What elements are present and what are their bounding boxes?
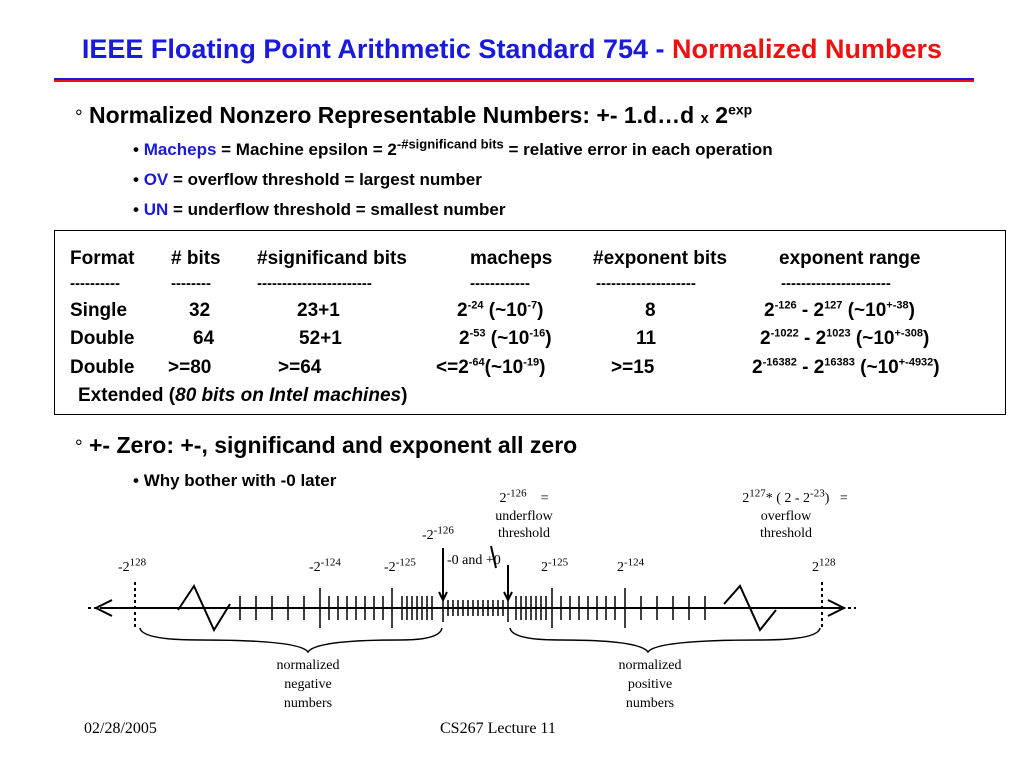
bullet-zero-text: +- Zero: +-, significand and exponent all zero <box>89 432 578 458</box>
bullet-dot-icon: • <box>133 140 144 159</box>
bullet-exp: exp <box>728 101 753 118</box>
ext-sig: >=64 <box>278 357 322 378</box>
th-format: Format <box>70 248 135 269</box>
label-neg-2-126: $-2^{-126}$ <box>422 524 454 543</box>
title-main: IEEE Floating Point Arithmetic Standard 754 - <box>81 34 672 64</box>
double-format: Double <box>70 328 135 349</box>
bullet-dot-icon: • <box>133 471 144 490</box>
overflow-label: $2^{127}*$ ( $2 - 2^{-23}$) = overflow threshold <box>742 487 848 541</box>
bullet-normalized-text: Normalized Nonzero Representable Numbers: +- 1.d…d <box>89 102 701 128</box>
sub-bullet-negzero: • Why bother with -0 later <box>133 471 337 490</box>
th-significand: #significand bits <box>257 248 407 269</box>
ext-format: Double <box>70 357 135 378</box>
th-exponent-bits: #exponent bits <box>593 248 728 269</box>
single-exp: 8 <box>645 300 656 321</box>
label-neg-2-125: $-2^{-125}$ <box>384 556 416 575</box>
bullet-two: 2 <box>708 102 729 128</box>
un-text: = underflow threshold = smallest number <box>168 200 506 219</box>
label-pos-2-125: $2^{-125}$ <box>541 556 569 575</box>
dash-bits: -------- <box>171 275 211 292</box>
ext-note: Extended (80 bits on Intel machines) <box>78 385 408 406</box>
double-bits: 64 <box>193 328 215 349</box>
pos-brace <box>510 628 820 652</box>
label-neg-2-124: $-2^{-124}$ <box>309 556 341 575</box>
double-macheps: $2^{-53}$ $(\sim 10^{-16})$ <box>459 327 552 349</box>
single-range: $2^{-126} - 2^{127}$ $(\sim 10^{+-38})$ <box>764 299 915 321</box>
ext-bits: >=80 <box>168 357 212 378</box>
dash-format: ---------- <box>70 275 120 292</box>
single-sig: 23+1 <box>297 300 340 321</box>
macheps-text: = Machine epsilon = 2 <box>216 140 397 159</box>
ov-term: OV <box>143 170 169 189</box>
macheps-term: Macheps <box>143 140 217 159</box>
dash-exponent-bits: -------------------- <box>596 275 696 292</box>
ext-range: $2^{-16382} - 2^{16383}$ $(\sim 10^{+-4932})$ <box>752 356 940 378</box>
dash-macheps: ------------ <box>470 275 530 292</box>
dash-exponent-range: ---------------------- <box>781 275 891 292</box>
macheps-tail: = relative error in each operation <box>503 140 773 159</box>
single-macheps: $2^{-24}$ $(\sim 10^{-7})$ <box>457 299 544 321</box>
times-sign: x <box>700 110 709 127</box>
dash-significand: ----------------------- <box>257 275 372 292</box>
th-exponent-range: exponent range <box>779 248 921 269</box>
single-format: Single <box>70 300 128 321</box>
label-pos-2-128: $2^{128}$ <box>812 556 836 575</box>
label-neg-2-128: $-2^{128}$ <box>118 556 147 575</box>
title-highlight: Normalized Numbers <box>672 34 943 64</box>
double-sig: 52+1 <box>299 328 342 349</box>
ext-macheps: $<=2^{-64}(\sim 10^{-19})$ <box>436 356 546 378</box>
label-zero: -0 and +0 <box>447 553 501 568</box>
th-bits: # bits <box>171 248 221 269</box>
ext-exp: >=15 <box>611 357 655 378</box>
double-range: $2^{-1022} - 2^{1023}$ $(\sim 10^{+-308})$ <box>760 327 930 349</box>
th-macheps: macheps <box>470 248 553 269</box>
bullet-dot-icon: • <box>133 170 144 189</box>
bullet-dot-icon: • <box>133 200 144 219</box>
bullet-degree-icon: ° <box>75 107 83 128</box>
double-exp: 11 <box>636 328 657 349</box>
ov-text: = overflow threshold = largest number <box>168 170 482 189</box>
single-bits: 32 <box>189 300 211 321</box>
bullet-degree-icon: ° <box>75 437 83 458</box>
label-pos-2-124: $2^{-124}$ <box>617 556 645 575</box>
un-term: UN <box>143 200 169 219</box>
footer-course: CS267 Lecture 11 <box>440 720 556 737</box>
underflow-label: $2^{-126}$ = underflow threshold <box>495 487 553 541</box>
macheps-sup: -#significand bits <box>396 136 504 152</box>
neg-numbers-label: normalized negative numbers <box>276 658 340 711</box>
footer-date: 02/28/2005 <box>84 720 157 737</box>
neg-brace <box>140 628 442 652</box>
pos-numbers-label: normalized positive numbers <box>618 658 682 711</box>
